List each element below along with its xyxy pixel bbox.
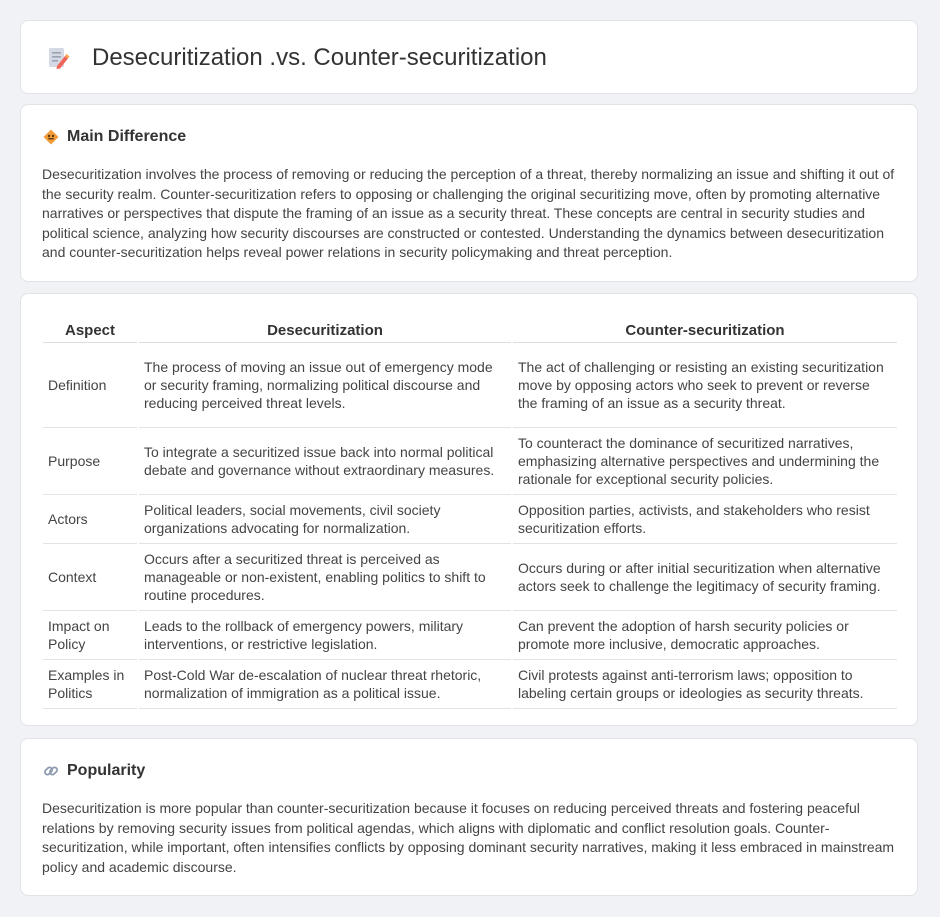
main-difference-heading: Main Difference <box>67 128 187 145</box>
table-row <box>43 343 897 428</box>
table-row <box>43 544 897 611</box>
diamond-sign-icon <box>43 129 59 145</box>
document-edit-icon <box>45 45 71 71</box>
column-header-counter-securitization: Counter-securitization <box>513 314 897 343</box>
cell-aspect: Impact on Policy <box>43 611 137 660</box>
link-icon <box>43 763 59 779</box>
cell-desecuritization: Leads to the rollback of emergency powers, military interventions, or restrictive legislation. <box>139 611 511 660</box>
cell-counter-securitization: Occurs during or after initial securitization when alternative actors seek to challenge the legitimacy of security framing. <box>513 544 897 611</box>
table-header-row <box>43 314 897 343</box>
popularity-header <box>43 761 145 781</box>
main-difference-header <box>43 127 186 147</box>
comparison-table-card <box>20 293 918 726</box>
main-difference-card <box>20 104 918 282</box>
header-card <box>20 20 918 94</box>
main-difference-text: Desecuritization involves the process of removing or reducing the perception of a threat, thereby normalizing an issue and shifting it out of the security realm. Counter-securitization refers to opposing or challenging the original securitizing move, often by promoting alternative narratives or perspectives that dispute the framing of an issue as a security threat. These concepts are central in security studies and political science, analyzing how security discourses are constructed or contested. Understanding the dynamics between desecuritization and counter-securitization helps reveal power relations in security policymaking and threat perception. <box>42 166 895 261</box>
cell-aspect: Purpose <box>43 428 137 495</box>
cell-aspect: Actors <box>43 495 137 544</box>
table-row <box>43 428 897 495</box>
column-header-desecuritization: Desecuritization <box>139 314 511 343</box>
cell-counter-securitization: Civil protests against anti-terrorism laws; opposition to labeling certain groups or ideologies as security threats. <box>513 660 897 709</box>
cell-counter-securitization: To counteract the dominance of securitized narratives, emphasizing alternative perspectives and undermining the rationale for exceptional security policies. <box>513 428 897 495</box>
cell-aspect: Context <box>43 544 137 611</box>
comparison-table <box>41 314 899 709</box>
popularity-heading: Popularity <box>67 762 146 779</box>
cell-desecuritization: Post-Cold War de-escalation of nuclear threat rhetoric, normalization of immigration as a political issue. <box>139 660 511 709</box>
cell-aspect: Definition <box>43 343 137 428</box>
cell-aspect: Examples in Politics <box>43 660 137 709</box>
column-header-aspect: Aspect <box>43 314 137 343</box>
table-row <box>43 660 897 709</box>
cell-counter-securitization: Opposition parties, activists, and stakeholders who resist securitization efforts. <box>513 495 897 544</box>
cell-counter-securitization: The act of challenging or resisting an existing securitization move by opposing actors who seek to prevent or reverse the framing of an issue as a security threat. <box>513 343 897 428</box>
popularity-card <box>20 738 918 896</box>
page-title: Desecuritization .vs. Counter-securitization <box>92 44 547 71</box>
cell-desecuritization: Political leaders, social movements, civil society organizations advocating for normalization. <box>139 495 511 544</box>
cell-desecuritization: To integrate a securitized issue back into normal political debate and governance without extraordinary measures. <box>139 428 511 495</box>
cell-counter-securitization: Can prevent the adoption of harsh security policies or promote more inclusive, democratic approaches. <box>513 611 897 660</box>
popularity-text: Desecuritization is more popular than counter-securitization because it focuses on reducing perceived threats and fostering peaceful relations by removing security issues from political agendas, which aligns with diplomatic and conflict resolution goals. Counter-securitization, while important, often intensifies conflicts by opposing dominant security narratives, making it less embraced in mainstream policy and academic discourse. <box>42 800 895 875</box>
cell-desecuritization: Occurs after a securitized threat is perceived as manageable or non-existent, enabling politics to shift to routine procedures. <box>139 544 511 611</box>
table-row <box>43 611 897 660</box>
table-row <box>43 495 897 544</box>
cell-desecuritization: The process of moving an issue out of emergency mode or security framing, normalizing political discourse and reducing perceived threat levels. <box>139 343 511 428</box>
